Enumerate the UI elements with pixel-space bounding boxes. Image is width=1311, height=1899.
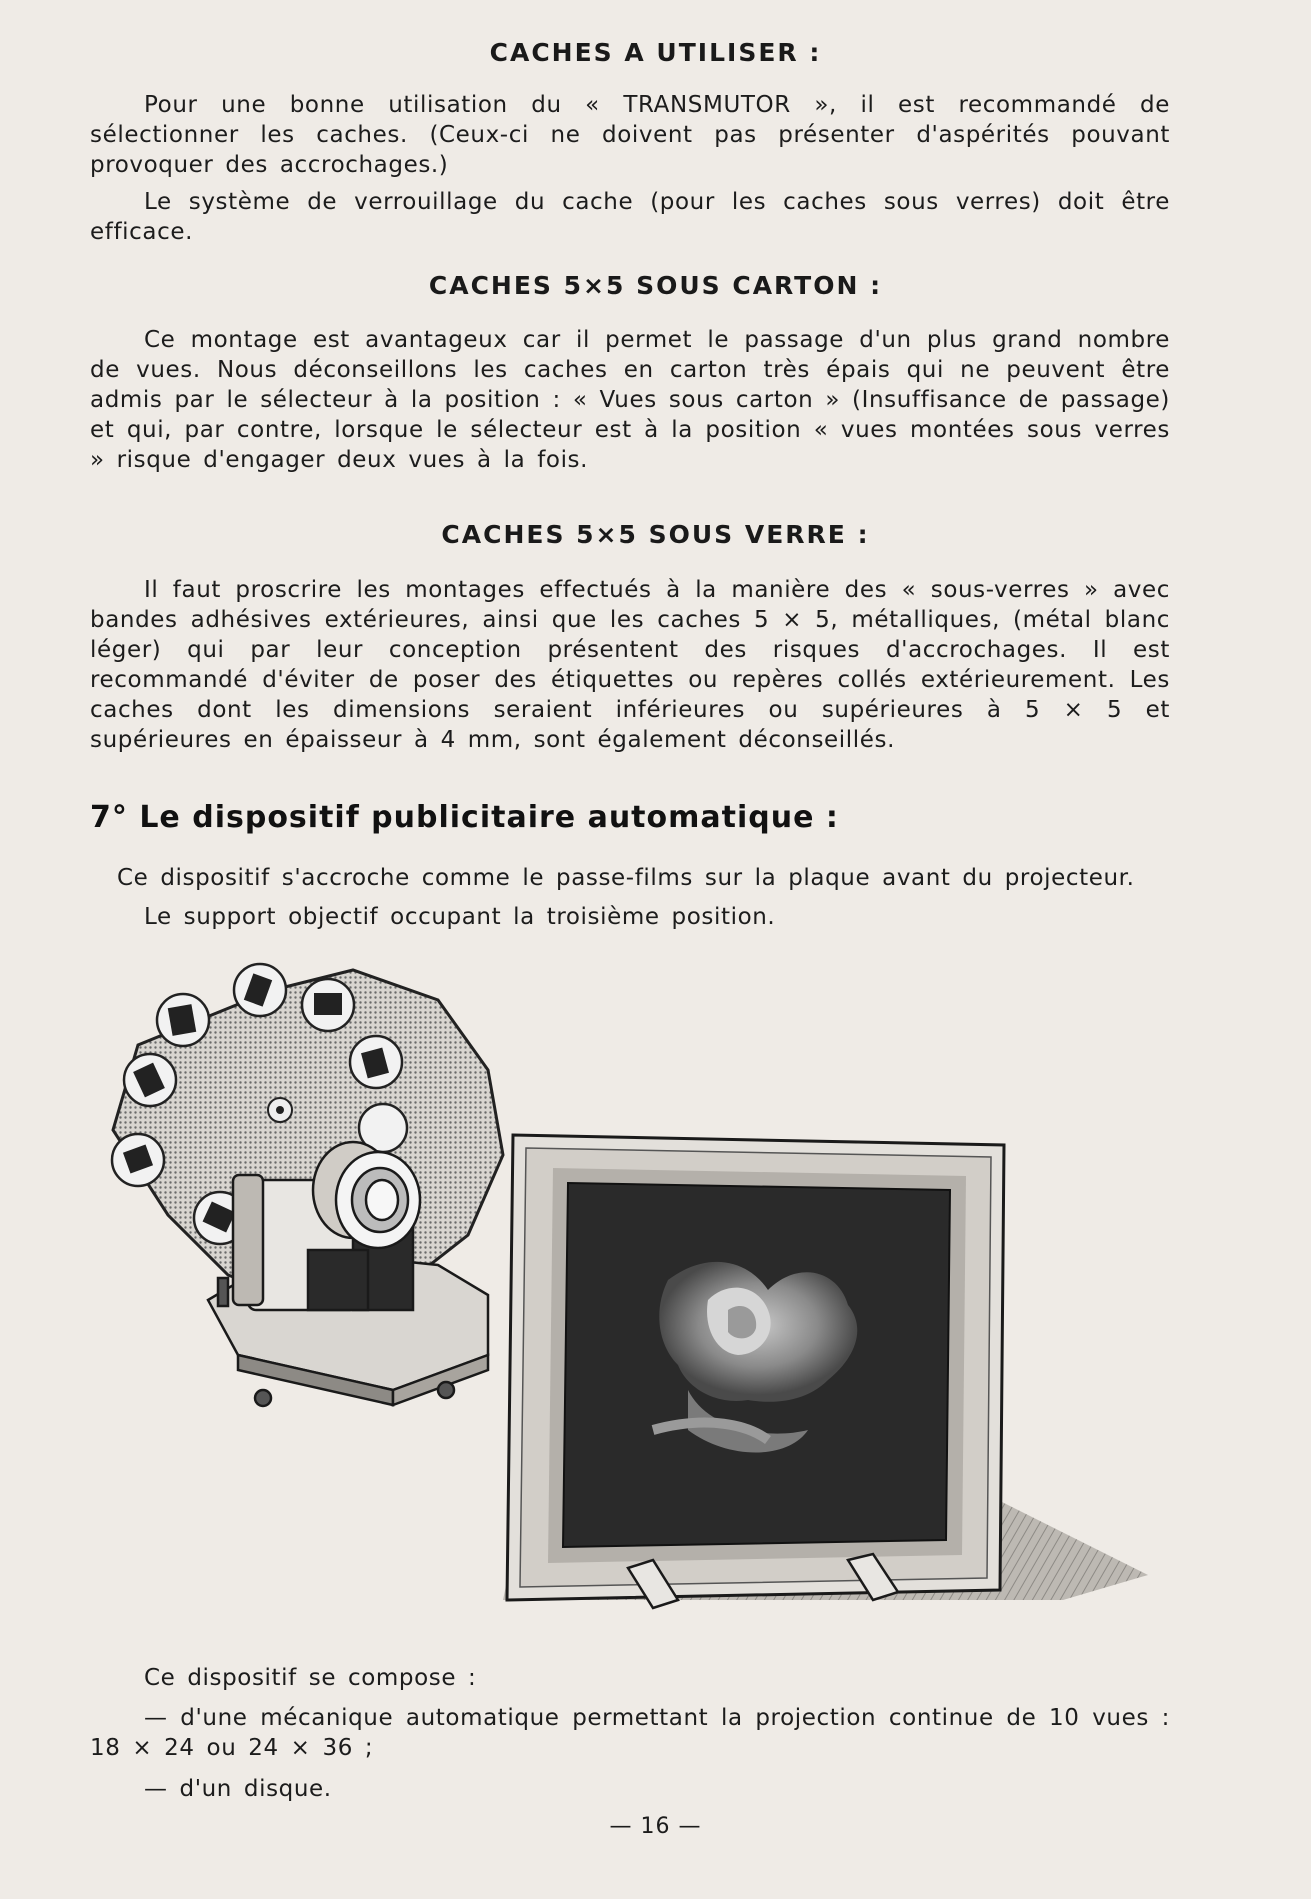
carton-paragraph: Ce montage est avantageux car il permet le passage d'un plus grand nombre de vues. Nous déconseillons les caches en carton très épais qui ne peuvent être admis par le sélecteur à la position : « Vues sous carton » (Insuffisance de passage) et qui, par contre, lorsque le sélecteur est à la position « vues montées sous verres » risque d'engager deux vues à la fois. [90, 327, 1170, 473]
dispositif-paragraph-1: Ce dispositif s'accroche comme le passe-films sur la plaque avant du projecteur. [117, 865, 1135, 891]
compose-item-2: — d'un disque. [144, 1776, 332, 1802]
page-number: — 16 — [609, 1814, 702, 1839]
framed-screen [507, 1135, 1004, 1608]
projector-screen-illustration [108, 960, 1168, 1620]
compose-intro: Ce dispositif se compose : [144, 1665, 477, 1691]
verre-heading: CACHES 5×5 SOUS VERRE : [441, 520, 870, 549]
caches-heading: CACHES A UTILISER : [489, 38, 822, 67]
carton-heading: CACHES 5×5 SOUS CARTON : [428, 271, 883, 300]
compose-item-1: — d'une mécanique automatique permettant la projection continue de 10 vues : 18 × 24 ou 24 × 36 ; [90, 1705, 1170, 1761]
verre-paragraph: Il faut proscrire les montages effectués à la manière des « sous-verres » avec bandes adhésives extérieures, ainsi que les caches 5 × 5, métalliques, (métal blanc léger) qui par leur conception présentent des risques d'accrochages. Il est recommandé d'éviter de poser des étiquettes ou repères collés extérieurement. Les caches dont les dimensions seraient inférieures ou supérieures à 5 × 5 et supérieures en épaisseur à 4 mm, sont également déconseillés. [90, 577, 1170, 753]
dispositif-section-title: 7° Le dispositif publicitaire automatique : [90, 800, 839, 835]
dispositif-paragraph-2: Le support objectif occupant la troisième position. [144, 904, 776, 930]
caches-paragraph-2: Le système de verrouillage du cache (pour les caches sous verres) doit être efficace. [90, 189, 1170, 245]
caches-paragraph-1: Pour une bonne utilisation du « TRANSMUTOR », il est recommandé de sélectionner les caches. (Ceux-ci ne doivent pas présenter d'aspérités pouvant provoquer des accrochages.) [90, 92, 1170, 178]
